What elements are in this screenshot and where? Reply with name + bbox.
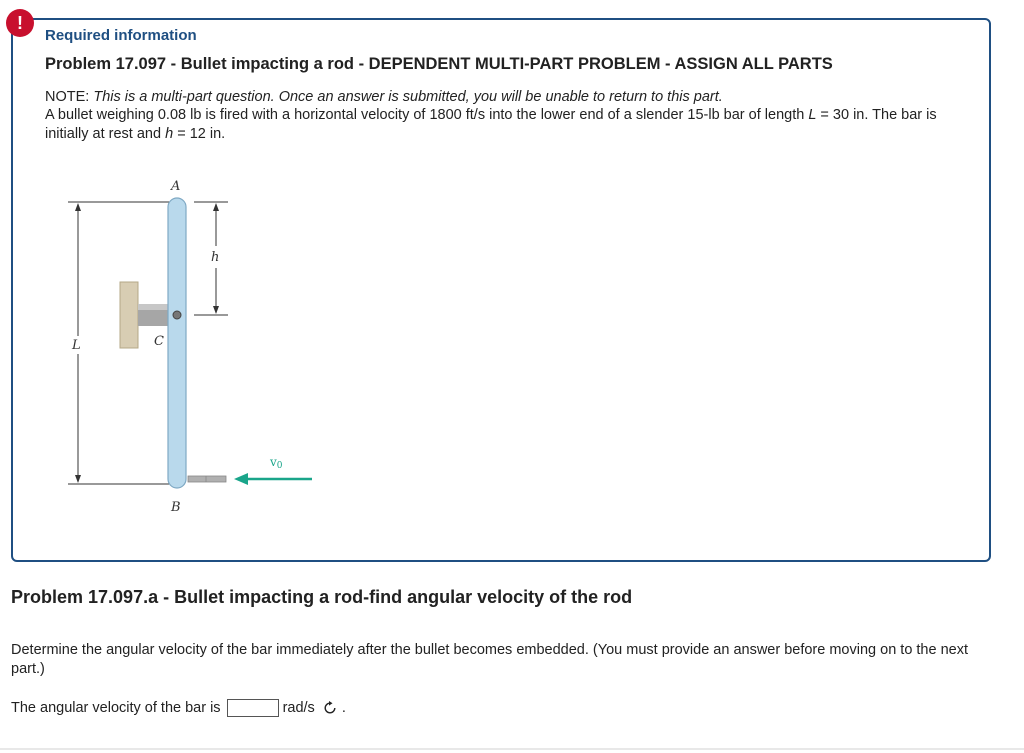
velocity-arrowhead [234,473,248,485]
label-h: h [211,250,220,265]
bullet [188,476,226,482]
slender-rod [168,198,186,488]
label-C: C [154,334,164,349]
counterclockwise-icon [323,701,337,715]
dimension-arrowhead-top [75,203,81,211]
answer-suffix: . [341,700,346,716]
variable-L: L [808,107,817,123]
note-body: This is a multi-part question. Once an answer is submitted, you will be unable to return to this part. [93,89,723,105]
statement-text-2: = 30 in. The bar is initially at rest and [45,107,937,142]
label-v0: v0 [270,455,283,471]
pivot-pin [173,311,181,319]
alert-icon: ! [6,9,34,37]
answer-unit: rad/s [282,700,315,716]
note-text [45,88,945,107]
label-L: L [72,338,81,353]
wall-support [120,282,138,348]
required-information-heading: Required information [45,27,197,44]
pivot-bracket-highlight [138,304,170,310]
answer-prefix: The angular velocity of the bar is [11,700,221,716]
answer-row [11,697,346,719]
dimension-arrowhead-bottom [75,475,81,483]
label-B: B [171,500,181,515]
problem-title: Problem 17.097 - Bullet impacting a rod - DEPENDENT MULTI-PART PROBLEM - ASSIGN ALL PARTS [45,55,833,73]
rod-bullet-figure [58,170,328,520]
problem-statement [45,106,950,144]
dimension-h-arrowhead-bottom [213,306,219,314]
statement-text-1: A bullet weighing 0.08 lb is fired with a horizontal velocity of 1800 ft/s into the lower end of a slender 15-lb bar of length [45,107,809,123]
part-a-question: Determine the angular velocity of the bar immediately after the bullet becomes embedded. (You must provide an answer before moving on to the next part.) [11,642,968,677]
angular-velocity-input[interactable] [227,699,279,717]
statement-text-3: = 12 in. [173,126,226,142]
part-a-title: Problem 17.097.a - Bullet impacting a rod-find angular velocity of the rod [11,587,633,607]
variable-h: h [165,126,174,142]
bottom-divider [0,748,1024,750]
note-label: NOTE: [45,89,94,105]
dimension-h-arrowhead-top [213,203,219,211]
label-A: A [171,179,181,194]
